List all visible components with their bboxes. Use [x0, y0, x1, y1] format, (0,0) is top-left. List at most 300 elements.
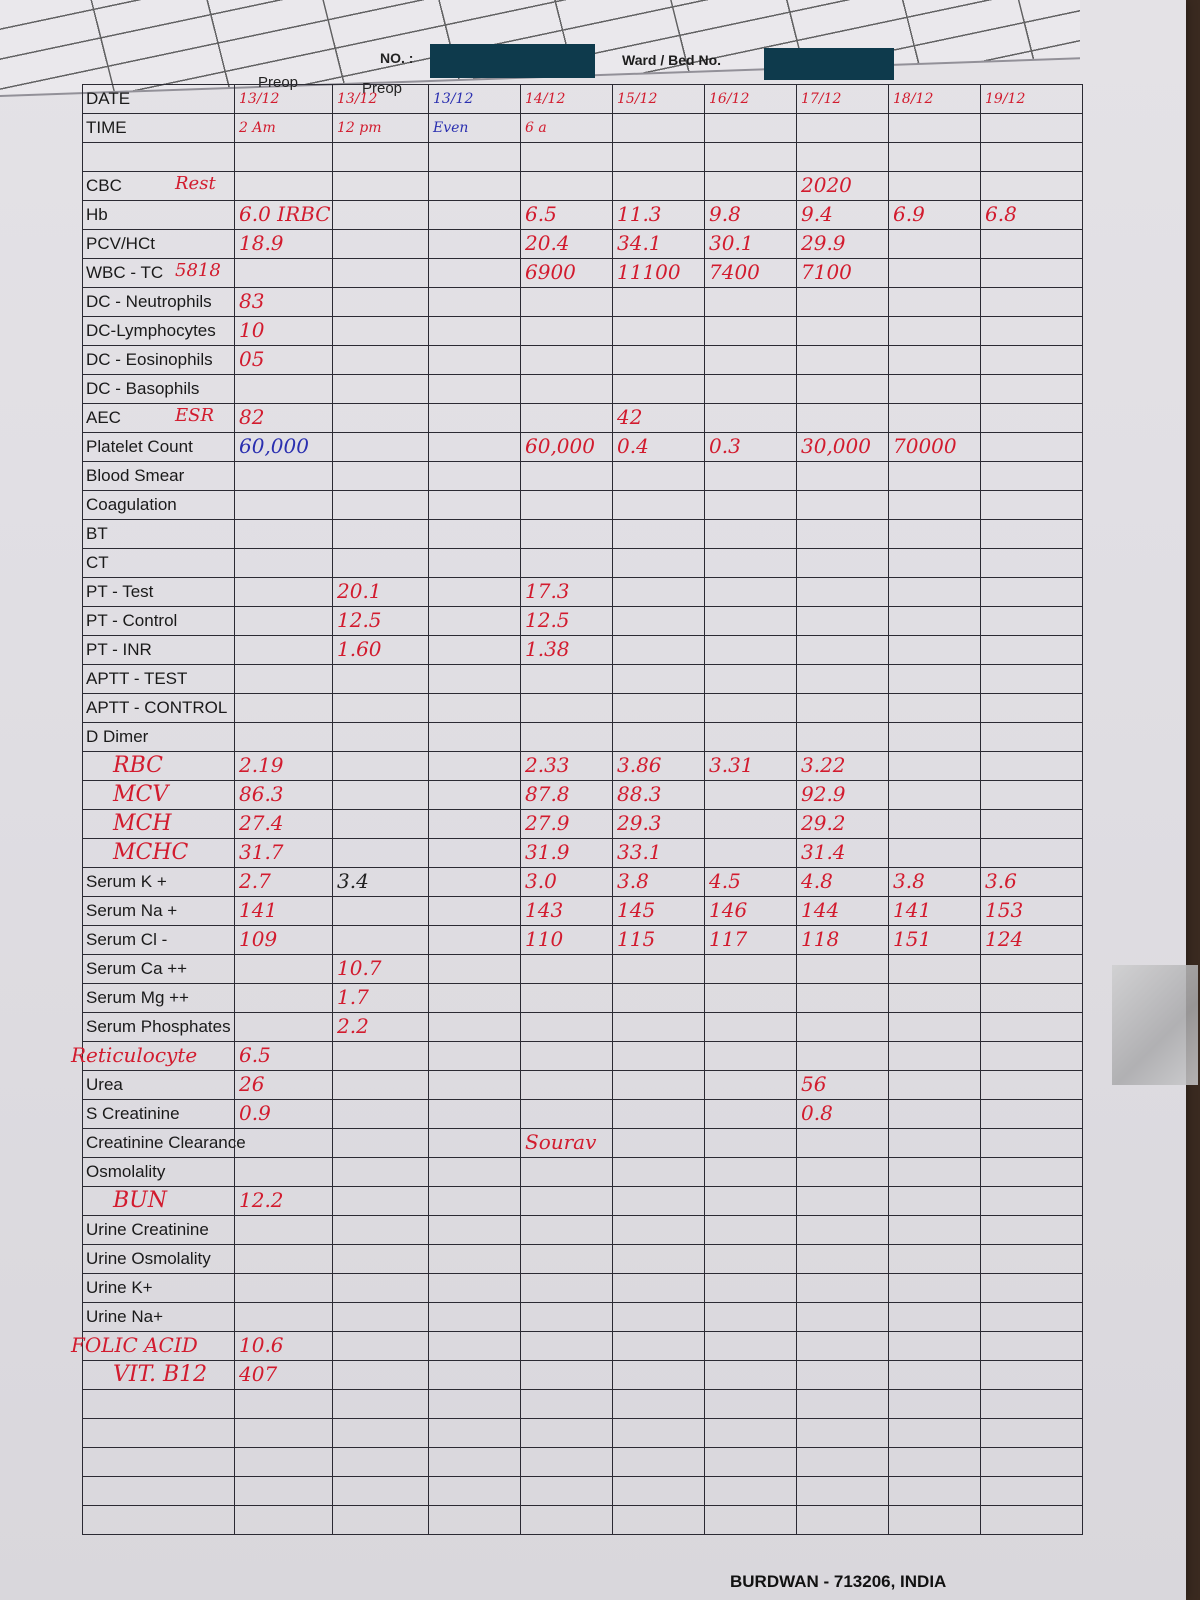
value-cell: [797, 114, 889, 143]
value-cell: [981, 549, 1083, 578]
value-cell: [981, 1361, 1083, 1390]
row-label-cell: [83, 375, 235, 404]
value-cell: [797, 375, 889, 404]
value-cell: [613, 462, 705, 491]
row-label: APTT - TEST: [86, 669, 188, 688]
value-cell: [429, 897, 521, 926]
row-label: Serum Cl -: [86, 930, 168, 949]
value-cell: [429, 1187, 521, 1216]
value-cell: [797, 1303, 889, 1332]
value-cell: [429, 317, 521, 346]
redacted-registration-no: [430, 44, 595, 78]
value-cell: [429, 143, 521, 172]
value-cell: [981, 85, 1083, 114]
value-cell: [333, 1187, 429, 1216]
handwritten-value: 56: [801, 1072, 827, 1096]
value-cell: [797, 1274, 889, 1303]
value-cell: [889, 607, 981, 636]
handwritten-row-label: FOLIC ACID: [71, 1333, 198, 1357]
value-cell: [613, 317, 705, 346]
row-label: Urine K+: [86, 1278, 153, 1297]
value-cell: [981, 1419, 1083, 1448]
handwritten-value: 13/12: [239, 91, 280, 107]
value-cell: [235, 1274, 333, 1303]
value-cell: [981, 1129, 1083, 1158]
handwritten-row-label: BUN: [113, 1188, 167, 1213]
row-label-cell: [83, 1303, 235, 1332]
value-cell: [797, 1071, 889, 1100]
value-cell: [429, 752, 521, 781]
value-cell: [235, 317, 333, 346]
value-cell: [235, 1071, 333, 1100]
row-label-cell: [83, 520, 235, 549]
value-cell: [705, 259, 797, 288]
row-label-cell: [83, 665, 235, 694]
value-cell: [889, 1361, 981, 1390]
value-cell: [981, 868, 1083, 897]
value-cell: [521, 1042, 613, 1071]
handwritten-value: 141: [893, 898, 932, 922]
row-label-cell: [83, 346, 235, 375]
table-row: [83, 1390, 1083, 1419]
value-cell: [889, 868, 981, 897]
value-cell: [613, 781, 705, 810]
row-label-cell: [83, 1448, 235, 1477]
adhesive-tape: [1112, 965, 1198, 1085]
value-cell: [889, 172, 981, 201]
value-cell: [705, 172, 797, 201]
value-cell: [613, 1390, 705, 1419]
value-cell: [521, 1158, 613, 1187]
value-cell: [429, 810, 521, 839]
row-label-cell: [83, 694, 235, 723]
value-cell: [429, 694, 521, 723]
value-cell: [429, 868, 521, 897]
value-cell: [613, 85, 705, 114]
value-cell: [429, 984, 521, 1013]
handwritten-value: 31.9: [525, 840, 570, 864]
handwritten-row-label: MCHC: [113, 840, 189, 865]
handwritten-value: 6.0 IRBC: [239, 202, 331, 226]
handwritten-value: 151: [893, 927, 932, 951]
value-cell: [613, 1013, 705, 1042]
value-cell: [235, 868, 333, 897]
handwritten-value: 10: [239, 318, 265, 342]
handwritten-row-label: MCV: [113, 782, 169, 807]
value-cell: [613, 636, 705, 665]
handwritten-value: 3.8: [893, 869, 925, 893]
value-cell: [235, 288, 333, 317]
row-label-cell: [83, 810, 235, 839]
value-cell: [705, 1042, 797, 1071]
row-label-cell: [83, 288, 235, 317]
row-label-cell: [83, 201, 235, 230]
value-cell: [235, 839, 333, 868]
row-label: Urine Creatinine: [86, 1220, 209, 1239]
value-cell: [613, 810, 705, 839]
table-row: [83, 1361, 1083, 1390]
value-cell: [333, 433, 429, 462]
value-cell: [981, 375, 1083, 404]
table-row: [83, 172, 1083, 201]
value-cell: [705, 549, 797, 578]
value-cell: [521, 1129, 613, 1158]
value-cell: [429, 1419, 521, 1448]
value-cell: [333, 868, 429, 897]
value-cell: [797, 288, 889, 317]
value-cell: [613, 1419, 705, 1448]
handwritten-value: 4.5: [709, 869, 741, 893]
value-cell: [235, 346, 333, 375]
value-cell: [889, 665, 981, 694]
handwritten-value: 6.5: [239, 1043, 271, 1067]
value-cell: [235, 1448, 333, 1477]
value-cell: [613, 114, 705, 143]
value-cell: [521, 1245, 613, 1274]
handwritten-value: 143: [525, 898, 564, 922]
value-cell: [613, 520, 705, 549]
table-row: [83, 868, 1083, 897]
value-cell: [613, 1477, 705, 1506]
value-cell: [521, 1274, 613, 1303]
value-cell: [429, 230, 521, 259]
value-cell: [981, 433, 1083, 462]
value-cell: [797, 607, 889, 636]
value-cell: [889, 897, 981, 926]
value-cell: [705, 433, 797, 462]
value-cell: [235, 143, 333, 172]
handwritten-value: 2.19: [239, 753, 284, 777]
table-row: [83, 433, 1083, 462]
value-cell: [797, 230, 889, 259]
row-label: Urea: [86, 1075, 123, 1094]
value-cell: [235, 984, 333, 1013]
value-cell: [613, 288, 705, 317]
value-cell: [889, 1332, 981, 1361]
handwritten-value: 10.7: [337, 956, 382, 980]
value-cell: [429, 1303, 521, 1332]
value-cell: [429, 201, 521, 230]
handwritten-value: 2.33: [525, 753, 570, 777]
value-cell: [613, 1071, 705, 1100]
value-cell: [797, 984, 889, 1013]
value-cell: [705, 230, 797, 259]
row-label-cell: [83, 578, 235, 607]
value-cell: [521, 375, 613, 404]
value-cell: [235, 1332, 333, 1361]
handwritten-value: 6900: [525, 260, 576, 284]
value-cell: [981, 1013, 1083, 1042]
value-cell: [705, 1100, 797, 1129]
value-cell: [797, 143, 889, 172]
value-cell: [333, 578, 429, 607]
value-cell: [613, 694, 705, 723]
value-cell: [981, 1390, 1083, 1419]
value-cell: [705, 462, 797, 491]
value-cell: [705, 723, 797, 752]
handwritten-value: 20.4: [525, 231, 570, 255]
handwritten-value: 11.3: [617, 202, 662, 226]
value-cell: [521, 201, 613, 230]
value-cell: [235, 723, 333, 752]
value-cell: [613, 984, 705, 1013]
value-cell: [521, 810, 613, 839]
value-cell: [613, 143, 705, 172]
handwritten-value: 0.9: [239, 1101, 271, 1125]
value-cell: [235, 665, 333, 694]
value-cell: [613, 723, 705, 752]
value-cell: [889, 723, 981, 752]
value-cell: [981, 259, 1083, 288]
value-cell: [521, 230, 613, 259]
value-cell: [981, 1187, 1083, 1216]
value-cell: [797, 1216, 889, 1245]
table-row: [83, 1448, 1083, 1477]
row-label-cell: [83, 114, 235, 143]
row-label-cell: [83, 230, 235, 259]
redacted-ward-bed-no: [764, 48, 894, 80]
value-cell: [981, 665, 1083, 694]
value-cell: [705, 1390, 797, 1419]
value-cell: [429, 839, 521, 868]
value-cell: [705, 1303, 797, 1332]
handwritten-value: 12.5: [337, 608, 382, 632]
value-cell: [705, 926, 797, 955]
value-cell: [981, 317, 1083, 346]
value-cell: [705, 636, 797, 665]
value-cell: [429, 549, 521, 578]
value-cell: [889, 259, 981, 288]
value-cell: [235, 172, 333, 201]
row-label-cell: [83, 549, 235, 578]
value-cell: [235, 230, 333, 259]
value-cell: [981, 1245, 1083, 1274]
row-label-cell: [83, 1274, 235, 1303]
value-cell: [333, 114, 429, 143]
value-cell: [521, 259, 613, 288]
value-cell: [333, 1129, 429, 1158]
value-cell: [613, 375, 705, 404]
value-cell: [613, 549, 705, 578]
value-cell: [429, 288, 521, 317]
value-cell: [429, 85, 521, 114]
value-cell: [981, 1100, 1083, 1129]
value-cell: [521, 578, 613, 607]
value-cell: [889, 1158, 981, 1187]
value-cell: [429, 955, 521, 984]
value-cell: [797, 781, 889, 810]
value-cell: [235, 1187, 333, 1216]
handwritten-value: 30.1: [709, 231, 754, 255]
table-row: [83, 317, 1083, 346]
value-cell: [797, 723, 889, 752]
value-cell: [705, 201, 797, 230]
handwritten-value: 12.2: [239, 1188, 284, 1212]
handwritten-value: 18/12: [893, 91, 934, 107]
handwritten-value: 92.9: [801, 782, 846, 806]
value-cell: [889, 1419, 981, 1448]
table-row: [83, 1013, 1083, 1042]
value-cell: [981, 520, 1083, 549]
handwritten-value: 16/12: [709, 91, 750, 107]
value-cell: [981, 1158, 1083, 1187]
value-cell: [521, 1013, 613, 1042]
value-cell: [521, 984, 613, 1013]
row-label-cell: [83, 636, 235, 665]
table-row: [83, 1303, 1083, 1332]
value-cell: [521, 462, 613, 491]
value-cell: [521, 172, 613, 201]
value-cell: [981, 404, 1083, 433]
handwritten-value: 4.8: [801, 869, 833, 893]
handwritten-value: 109: [239, 927, 278, 951]
value-cell: [613, 404, 705, 433]
value-cell: [797, 752, 889, 781]
value-cell: [429, 926, 521, 955]
value-cell: [797, 201, 889, 230]
table-row: [83, 810, 1083, 839]
value-cell: [889, 1187, 981, 1216]
value-cell: [521, 897, 613, 926]
value-cell: [235, 1158, 333, 1187]
table-row: [83, 955, 1083, 984]
handwritten-value: 82: [239, 405, 265, 429]
value-cell: [521, 868, 613, 897]
value-cell: [429, 1390, 521, 1419]
value-cell: [889, 1042, 981, 1071]
row-label: Serum Mg ++: [86, 988, 189, 1007]
row-label: WBC - TC: [86, 263, 164, 282]
row-label-cell: [83, 1390, 235, 1419]
row-label-note: ESR: [175, 405, 215, 426]
value-cell: [797, 1158, 889, 1187]
row-label: Hb: [86, 205, 108, 224]
value-cell: [521, 607, 613, 636]
value-cell: [705, 317, 797, 346]
value-cell: [889, 433, 981, 462]
table-row: [83, 694, 1083, 723]
value-cell: [521, 1448, 613, 1477]
value-cell: [333, 694, 429, 723]
row-label-cell: [83, 839, 235, 868]
value-cell: [705, 1506, 797, 1535]
value-cell: [981, 201, 1083, 230]
value-cell: [521, 1071, 613, 1100]
value-cell: [429, 491, 521, 520]
value-cell: [889, 926, 981, 955]
table-row: [83, 143, 1083, 172]
value-cell: [981, 1071, 1083, 1100]
value-cell: [797, 1361, 889, 1390]
row-label-cell: [83, 1158, 235, 1187]
row-label-cell: [83, 868, 235, 897]
value-cell: [705, 346, 797, 375]
value-cell: [705, 1187, 797, 1216]
value-cell: [429, 375, 521, 404]
value-cell: [235, 1361, 333, 1390]
value-cell: [797, 346, 889, 375]
value-cell: [613, 839, 705, 868]
table-row: [83, 85, 1083, 114]
table-row: [83, 1506, 1083, 1535]
handwritten-value: 17/12: [801, 91, 842, 107]
handwritten-value: 110: [525, 927, 564, 951]
table-row: [83, 1332, 1083, 1361]
value-cell: [797, 462, 889, 491]
row-label-cell: [71, 1042, 235, 1071]
value-cell: [981, 288, 1083, 317]
table-row: [83, 288, 1083, 317]
value-cell: [889, 317, 981, 346]
table-row: [83, 665, 1083, 694]
value-cell: [705, 868, 797, 897]
value-cell: [333, 781, 429, 810]
handwritten-value: 20.1: [337, 579, 382, 603]
value-cell: [889, 752, 981, 781]
handwritten-value: 2 Am: [239, 120, 276, 136]
value-cell: [429, 1042, 521, 1071]
value-cell: [889, 230, 981, 259]
value-cell: [333, 288, 429, 317]
value-cell: [797, 259, 889, 288]
value-cell: [235, 810, 333, 839]
value-cell: [521, 346, 613, 375]
value-cell: [705, 1332, 797, 1361]
value-cell: [333, 143, 429, 172]
value-cell: [797, 1129, 889, 1158]
table-row: [83, 1129, 1083, 1158]
row-label: PT - Test: [86, 582, 154, 601]
value-cell: [705, 1129, 797, 1158]
table-row: [83, 1245, 1083, 1274]
handwritten-value: 0.4: [617, 434, 649, 458]
handwritten-value: 115: [617, 927, 656, 951]
row-label-note: 5818: [175, 260, 221, 281]
handwritten-value: 27.9: [525, 811, 570, 835]
row-label: APTT - CONTROL: [86, 698, 228, 717]
value-cell: [889, 1274, 981, 1303]
value-cell: [235, 1303, 333, 1332]
table-row: [83, 578, 1083, 607]
handwritten-row-label: MCH: [113, 811, 172, 836]
value-cell: [889, 1245, 981, 1274]
handwritten-value: 153: [985, 898, 1024, 922]
value-cell: [429, 1245, 521, 1274]
value-cell: [981, 578, 1083, 607]
value-cell: [521, 404, 613, 433]
value-cell: [797, 1042, 889, 1071]
value-cell: [797, 1100, 889, 1129]
handwritten-value: 14/12: [525, 91, 566, 107]
value-cell: [705, 1274, 797, 1303]
row-label-cell: [83, 955, 235, 984]
footer-address: BURDWAN - 713206, INDIA: [730, 1572, 947, 1591]
value-cell: [797, 1013, 889, 1042]
handwritten-value: 6.8: [985, 202, 1017, 226]
value-cell: [981, 752, 1083, 781]
handwritten-value: 2020: [801, 173, 852, 197]
handwritten-value: 26: [239, 1072, 265, 1096]
value-cell: [981, 723, 1083, 752]
value-cell: [889, 1100, 981, 1129]
value-cell: [333, 1303, 429, 1332]
handwritten-value: 12.5: [525, 608, 570, 632]
value-cell: [429, 1361, 521, 1390]
value-cell: [613, 1187, 705, 1216]
row-label-cell: [83, 1419, 235, 1448]
value-cell: [333, 1448, 429, 1477]
registration-no-label: NO. :: [380, 50, 414, 66]
